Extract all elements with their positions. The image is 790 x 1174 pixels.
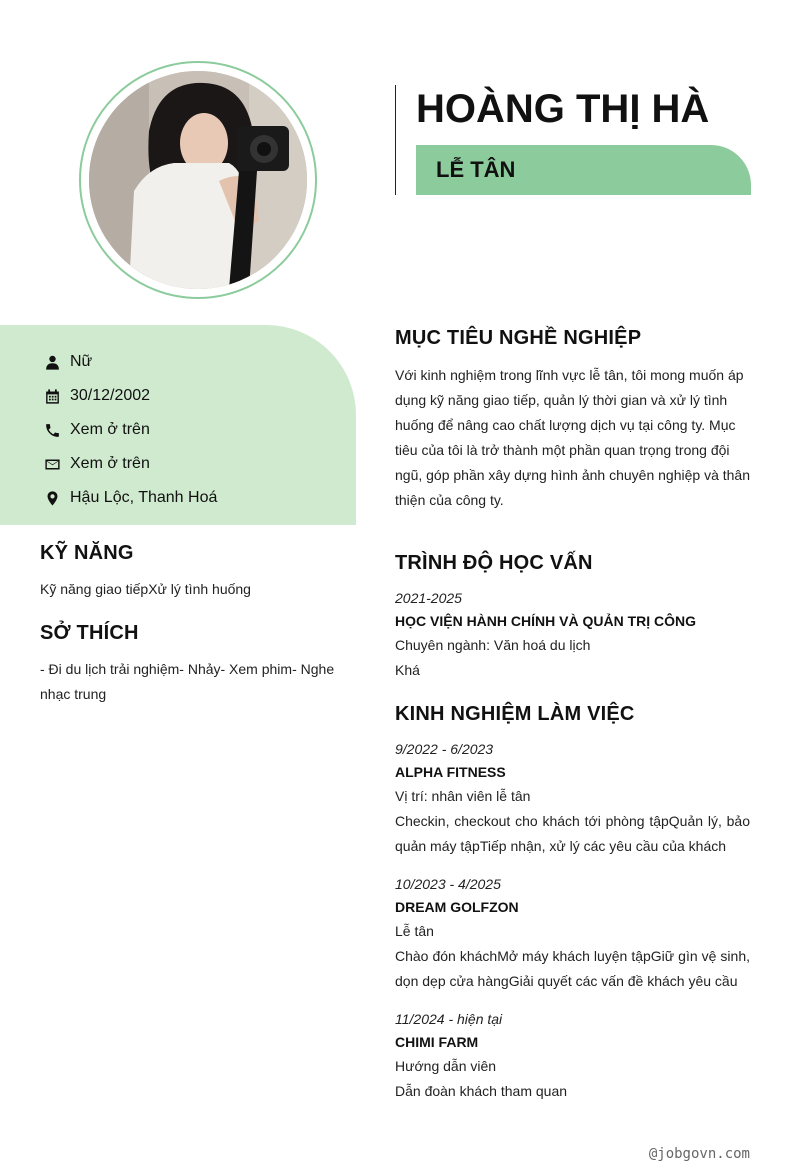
experience-period: 11/2024 - hiện tại: [395, 1011, 503, 1027]
objective-title: MỤC TIÊU NGHỀ NGHIỆP: [395, 327, 642, 349]
experience-description: Chào đón kháchMở máy khách luyện tậpGiữ gìn vệ sinh, dọn dẹp cửa hàngGiải quyết các vấn đề khách yêu cầu: [395, 948, 750, 989]
experience-period: 10/2023 - 4/2025: [395, 876, 501, 892]
experience-company: DREAM GOLFZON: [395, 899, 519, 915]
education-section: [395, 552, 750, 683]
role-banner: [416, 145, 751, 195]
experience-position: Lễ tân: [395, 923, 434, 939]
experience-entry: [395, 873, 750, 994]
experience-position: Hướng dẫn viên: [395, 1058, 497, 1074]
person-icon: [42, 352, 62, 372]
experience-company: ALPHA FITNESS: [395, 764, 506, 780]
skills-title: KỸ NĂNG: [40, 542, 134, 564]
experience-position: Vị trí: nhân viên lễ tân: [395, 788, 531, 804]
contact-birthday-text: 30/12/2002: [70, 387, 151, 404]
contact-email: [42, 447, 217, 481]
education-major: Chuyên ngành: Văn hoá du lịch: [395, 637, 591, 653]
education-grade: Khá: [395, 662, 420, 678]
name-header: [395, 85, 710, 195]
skills-text: Kỹ năng giao tiếpXử lý tình huống: [40, 581, 251, 597]
watermark: @jobgovn.com: [648, 1146, 750, 1162]
objective-text: Với kinh nghiệm trong lĩnh vực lễ tân, tôi mong muốn áp dụng kỹ năng giao tiếp, quản lý thời gian và xử lý tình huống để nâng cao chất lượng dịch vụ tại công ty. Mục tiêu của tôi là trở thành một phần quan trọng trong đội ngũ, góp phần xây dựng hình ảnh chuyên nghiệp và thân thiện của công ty.: [395, 367, 750, 508]
contact-address: [42, 481, 217, 515]
candidate-name: HOÀNG THỊ HÀ: [416, 87, 710, 131]
education-title: TRÌNH ĐỘ HỌC VẤN: [395, 552, 593, 574]
experience-period: 9/2022 - 6/2023: [395, 741, 494, 757]
contact-phone: [42, 413, 217, 447]
contact-gender-text: Nữ: [70, 353, 93, 370]
profile-photo: [89, 71, 307, 289]
objective-section: [395, 327, 750, 513]
contact-panel: [0, 325, 356, 525]
location-pin-icon: [42, 488, 62, 508]
skills-section: [40, 542, 340, 602]
mail-icon: [42, 454, 62, 474]
hobbies-section: [40, 622, 340, 707]
education-period: 2021-2025: [395, 590, 462, 606]
hobbies-text: - Đi du lịch trải nghiệm- Nhảy- Xem phim- Nghe nhạc trung: [40, 661, 335, 702]
calendar-icon: [42, 386, 62, 406]
contact-email-text: Xem ở trên: [70, 455, 150, 472]
contact-list: [42, 345, 217, 515]
education-school: HỌC VIỆN HÀNH CHÍNH VÀ QUẢN TRỊ CÔNG: [395, 613, 697, 629]
profile-photo-frame: [79, 61, 317, 299]
experience-company: CHIMI FARM: [395, 1034, 479, 1050]
experience-entry: [395, 1008, 750, 1104]
contact-gender: [42, 345, 217, 379]
contact-address-text: Hậu Lộc, Thanh Hoá: [70, 489, 218, 506]
experience-section: [395, 703, 750, 1118]
phone-icon: [42, 420, 62, 440]
contact-phone-text: Xem ở trên: [70, 421, 150, 438]
hobbies-title: SỞ THÍCH: [40, 622, 139, 644]
contact-birthday: [42, 379, 217, 413]
experience-description: Dẫn đoàn khách tham quan: [395, 1083, 568, 1099]
experience-description: Checkin, checkout cho khách tới phòng tậpQuản lý, bảo quản máy tậpTiếp nhận, xử lý các yêu cầu của khách: [395, 813, 750, 854]
experience-entry: [395, 738, 750, 859]
candidate-role: LỄ TÂN: [436, 157, 516, 182]
experience-title: KINH NGHIỆM LÀM VIỆC: [395, 703, 635, 725]
